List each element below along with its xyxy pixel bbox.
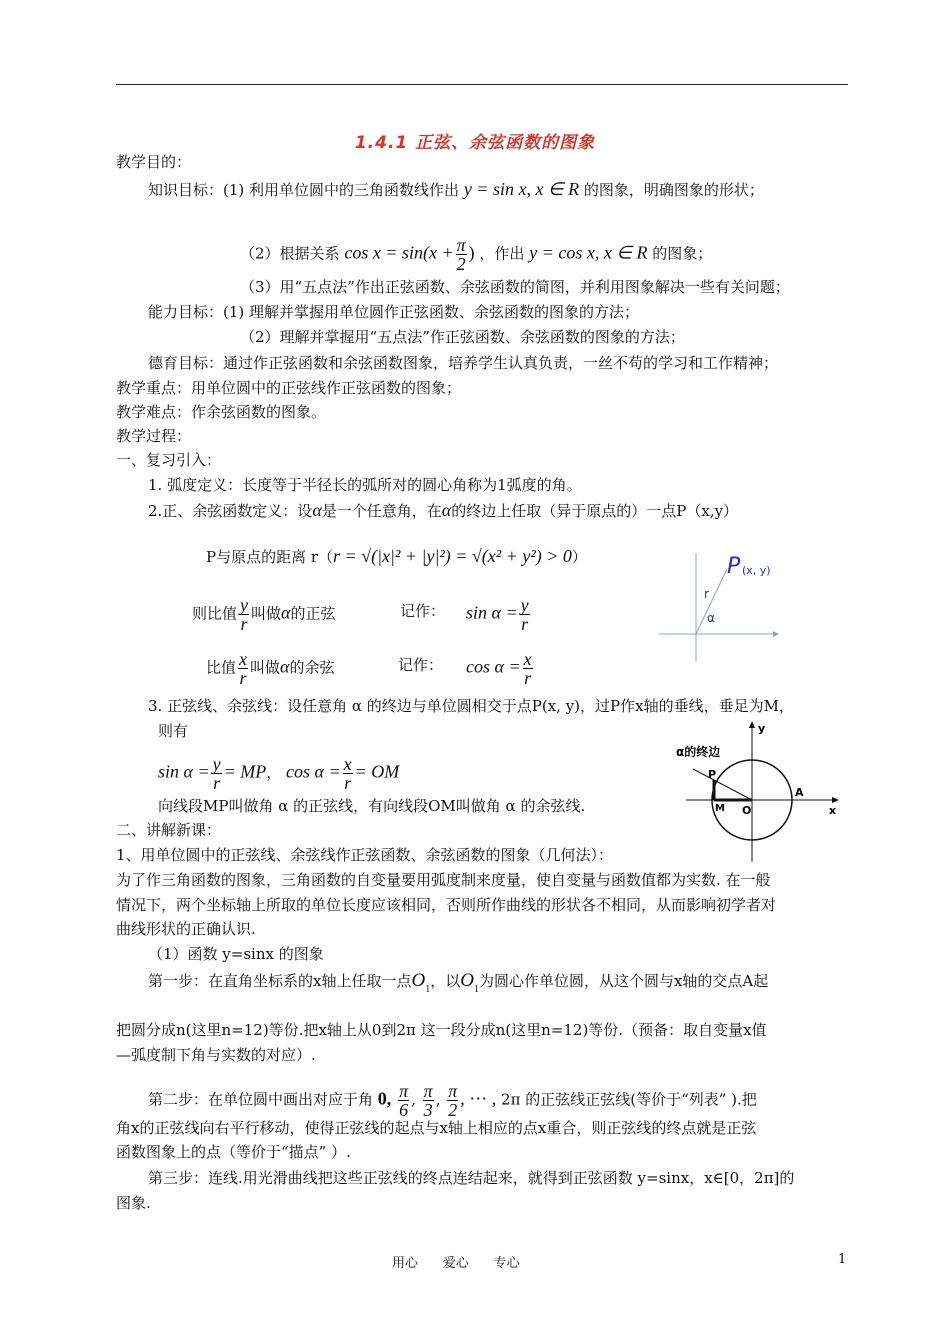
a-label: A (795, 786, 804, 799)
line-knowledge-goal-2: （2）根据关系 cos x = sin(x + $\frac{\pi}{2}$ ) ，作出 y = cos x, x ∈ R 的图象； (240, 235, 713, 274)
x-axis-arrow-icon (773, 631, 779, 637)
paragraph-line-1: 为了作三角函数的图象，三角函数的自变量要用弧度制来度量，使自变量与函数值都为实数. 在一般 (116, 871, 771, 889)
line-difficulty: 教学难点：作余弦函数的图象。 (116, 403, 327, 421)
label-notation-sin: 记作： (400, 602, 446, 620)
point-label-p: P (727, 554, 741, 579)
alpha-label: α (707, 611, 715, 625)
y-axis-arrow-icon (749, 721, 755, 728)
r-label: r (704, 587, 709, 601)
point-coords-label: (x, y) (742, 564, 771, 577)
line-knowledge-goal-3: （3）用“五点法”作出正弦函数、余弦函数的简图，并利用图象解决一些有关问题； (240, 278, 790, 296)
formula-sin-mp-cos-om: sin α = $\frac{y}{r}$ = MP， cos α = $\frac{x}{r}$ = OM (158, 754, 400, 793)
line-key-point: 教学重点：用单位圆中的正弦线作正弦函数的图象； (116, 379, 462, 397)
m-label: M (715, 803, 725, 814)
line-step-2-cont-1: 角x的正弦线向右平行移动，使得正弦线的起点与x轴上相应的点x重合，则正弦线的终点就是正弦 (116, 1119, 757, 1137)
line-sine-ratio: 则比值 $\frac{y}{r}$ 叫做α的正弦 (192, 595, 336, 634)
line-step-1-cont-2: —弧度制下角与实数的对应）. (116, 1046, 316, 1064)
section-new-lesson: 二、讲解新课： (116, 821, 222, 839)
line-process: 教学过程： (116, 427, 192, 445)
section-review: 一、复习引入： (116, 451, 222, 469)
line-step-2-cont-2: 函数图象上的点（等价于“描点” ）. (116, 1143, 351, 1161)
formula-r-sqrt: r = √(|x|² + |y|²) = √(x² + y²) > 0 (333, 546, 572, 566)
formula-y-cosx: y = cos x, x ∈ R (529, 242, 648, 263)
paragraph-line-3: 曲线形状的正确认识. (116, 920, 256, 938)
header-rule (116, 84, 848, 85)
figure-terminal-side (655, 545, 785, 665)
line-moral-goal: 德育目标：通过作正弦函数和余弦函数图象，培养学生认真负责，一丝不苟的学习和工作精神； (148, 354, 779, 372)
footer-motto: 用心 爱心 专心 (392, 1256, 520, 1271)
line-step-1: 第一步：在直角坐标系的x轴上任取一点$O_1$，以$O_1$为圆心作单位圆，从这个圆与x轴的交点A起 (148, 970, 769, 995)
line-step-3: 第三步：连线.用光滑曲线把这些正弦线的终点连结起来，就得到正弦函数 y=sinx，x∈[0，2π]的 (148, 1169, 795, 1187)
line-sine-cosine-lines: 3. 正弦线、余弦线：设任意角 α 的终边与单位圆相交于点P(x, y)，过P作x轴的垂线，垂足为M， (148, 697, 794, 715)
line-trig-definition: 2.正、余弦函数定义：设α是一个任意角，在α的终边上任取（异于原点的）一点P（x,y） (148, 500, 739, 520)
fraction-pi-over-2: $\frac{\pi}{2}$ (456, 235, 466, 274)
line-ability-goal-1: 能力目标：(1) 理解并掌握用单位圆作正弦函数、余弦函数的图象的方法； (148, 303, 640, 321)
label-notation-cos: 记作： (398, 656, 444, 674)
page-number: 1 (838, 1252, 847, 1267)
paragraph-line-2: 情况下，两个坐标轴上所取的单位长度应该相同，否则所作曲线的形状各不相同，从而影响初学者对 (116, 896, 777, 914)
line-step-3-cont: 图象. (116, 1194, 151, 1212)
line-geometric-method: 1、用单位圆中的正弦线、余弦线作正弦函数、余弦函数的图象（几何法）： (116, 846, 614, 864)
formula-y-sinx: y = sin x, x ∈ R (463, 179, 580, 199)
line-step-2: 第二步：在单位圆中画出对应于角 0, $\frac{\pi}{6}$ , $\frac{\pi}{3}$ , $\frac{\pi}{2}$ , ⋯ , 2π 的正弦线正弦线(等价于“列表” ).把 (148, 1081, 757, 1120)
y-label: y (758, 722, 766, 735)
line-then: 则有 (158, 722, 189, 740)
figure-unit-circle (672, 718, 842, 866)
line-knowledge-goal-1: 知识目标：(1) 利用单位圆中的三角函数线作出 y = sin x, x ∈ R 的图象，明确图象的形状； (148, 179, 764, 199)
terminal-side-line (714, 780, 752, 800)
o-label: O (742, 804, 752, 817)
line-distance-r: P与原点的距离 r（r = √(|x|² + |y|²) = √(x² + y²) > 0） (206, 546, 587, 566)
subheading-sinx-graph: （1）函数 y=sinx 的图象 (148, 945, 324, 963)
line-radian-definition: 1. 弧度定义：长度等于半径长的弧所对的圆心角称为1弧度的角。 (148, 476, 582, 494)
formula-sin-y-over-r: sin α = $\frac{y}{r}$ (466, 595, 529, 634)
page-title: 1.4.1 正弦、余弦函数的图象 (354, 133, 596, 153)
line-ability-goal-2: （2）理解并掌握用“五点法”作正弦函数、余弦函数的图象的方法； (240, 328, 685, 346)
p-label: P (708, 768, 717, 781)
formula-cos-x-over-r: cos α = $\frac{x}{r}$ (466, 649, 532, 688)
line-teaching-goals: 教学目的： (116, 153, 192, 171)
x-label: x (829, 804, 837, 817)
line-directed-segments: 向线段MP叫做角 α 的正弦线，有向线段OM叫做角 α 的余弦线. (158, 797, 586, 815)
x-axis-arrow-icon (832, 797, 839, 803)
terminal-side-caption: α的终边 (676, 745, 721, 759)
line-step-1-cont-1: 把圆分成n(这里n=12)等份.把x轴上从0到2π 这一段分成n(这里n=12)等份.（预备：取自变量x值 (116, 1021, 767, 1039)
line-cosine-ratio: 比值 $\frac{x}{r}$ 叫做α的余弦 (206, 649, 335, 688)
